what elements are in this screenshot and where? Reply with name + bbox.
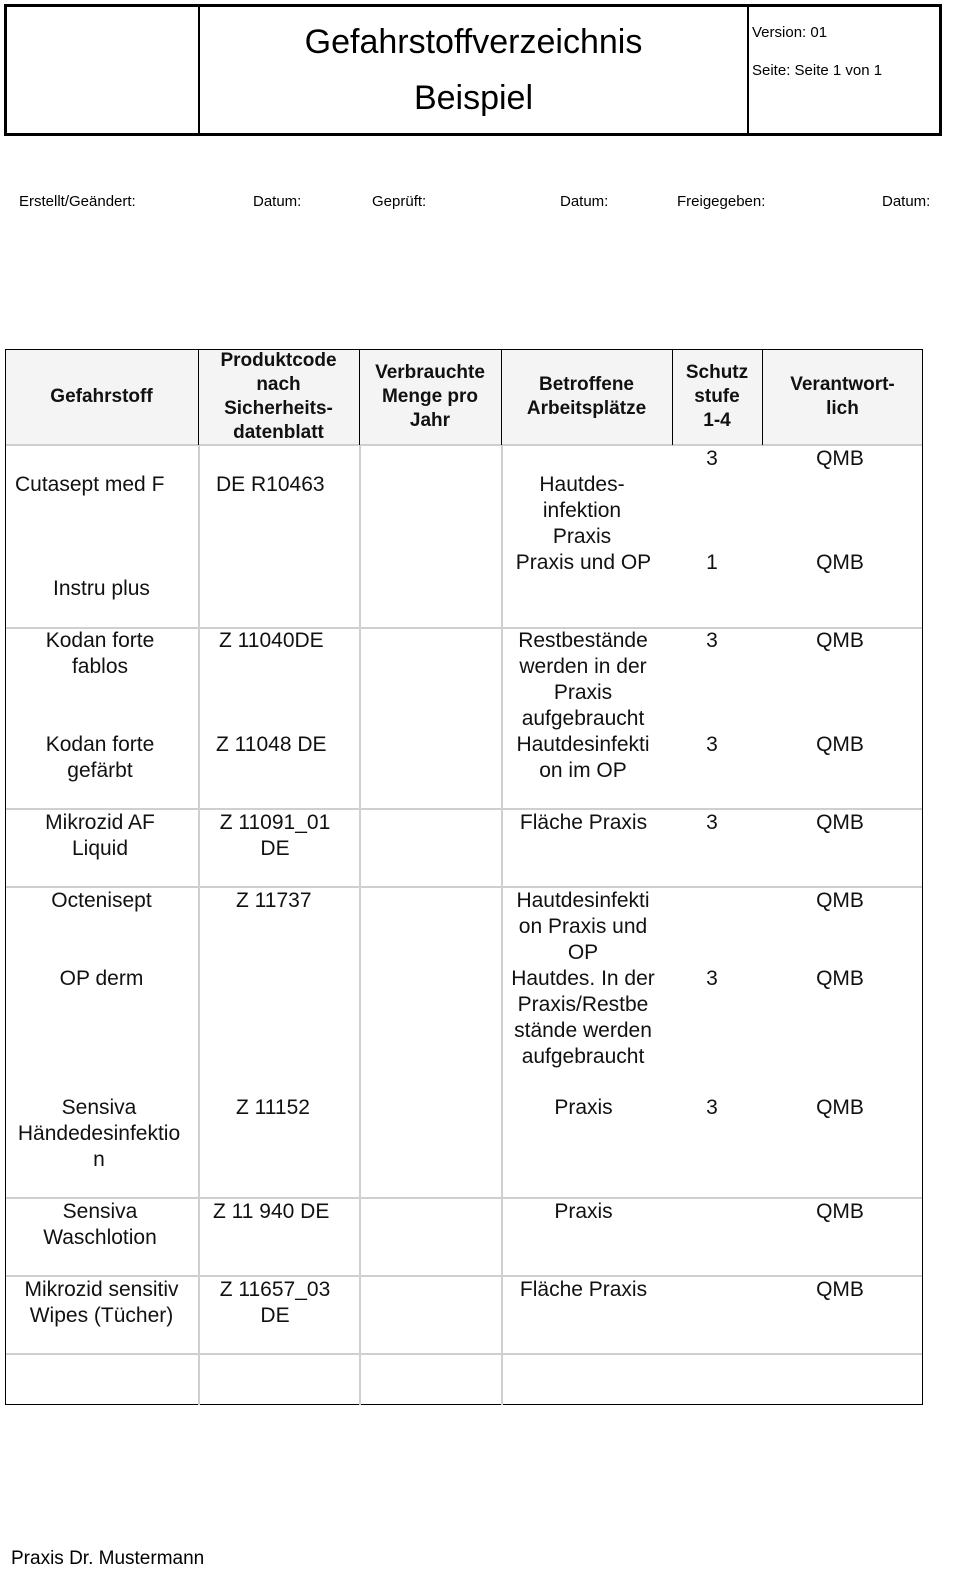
cell-level: 1: [706, 551, 718, 574]
cell-substance: Sensiva Waschlotion: [43, 1200, 157, 1249]
cell-workplace: Fläche Praxis: [519, 811, 648, 834]
cell-responsible: QMB: [816, 1200, 864, 1223]
cell-workplace: Fläche Praxis: [519, 1278, 648, 1301]
table-line: [359, 445, 361, 1405]
cell-workplace: Hautdesinfekti on Praxis und OP: [516, 889, 650, 964]
cell-code: Z 11657_03 DE: [219, 1278, 331, 1327]
cell-substance: OP derm: [59, 967, 144, 990]
document-title: Gefahrstoffverzeichnis: [304, 23, 643, 61]
created-label: Erstellt/Geändert:: [19, 193, 136, 210]
cell-code: Z 11091_01 DE: [219, 811, 331, 860]
cell-responsible: QMB: [816, 551, 864, 574]
checked-label: Geprüft:: [372, 193, 427, 210]
table-line: [922, 349, 923, 1405]
cell-workplace: Hautdesinfekti on im OP: [516, 733, 650, 782]
date-label-2: Datum:: [560, 193, 609, 210]
column-header-substance: Gefahrstoff: [50, 386, 153, 407]
cell-workplace: Praxis: [554, 1096, 613, 1119]
cell-substance: Octenisept: [51, 889, 152, 912]
column-header-protection-level: Schutz stufe 1-4: [685, 362, 749, 431]
cell-substance: Instru plus: [53, 577, 150, 600]
table-line: [5, 1404, 923, 1405]
cell-responsible: QMB: [816, 967, 864, 990]
cell-substance: Kodan forte gefärbt: [45, 733, 155, 782]
cell-responsible: QMB: [816, 1096, 864, 1119]
table-line: [5, 349, 6, 1405]
released-label: Freigegeben:: [677, 193, 766, 210]
cell-substance: Sensiva Händedesinfektio n: [17, 1096, 181, 1171]
cell-substance: Kodan forte fablos: [45, 629, 155, 678]
cell-code: Z 11152: [236, 1096, 310, 1119]
cell-code: Z 11737: [236, 889, 312, 912]
cell-workplace: Praxis: [554, 1200, 613, 1223]
cell-workplace: Hautdes. In der Praxis/Restbe stände werden aufgebraucht: [511, 967, 655, 1068]
column-header-code: Produktcode nach Sicherheits-datenblatt: [220, 350, 337, 443]
table-line: [501, 445, 503, 1405]
date-label-3: Datum:: [882, 193, 931, 210]
title-area: [200, 7, 749, 133]
cell-level: 3: [706, 447, 718, 470]
hazardous-substances-table: [5, 349, 923, 1405]
column-header-responsible: Verantwort-lich: [790, 374, 895, 419]
cell-code: Z 11048 DE: [216, 733, 327, 756]
document-subtitle: Beispiel: [413, 79, 534, 117]
footer-practice-name: Praxis Dr. Mustermann: [11, 1548, 205, 1569]
cell-substance: Mikrozid sensitiv Wipes (Tücher): [24, 1278, 179, 1327]
cell-level: 3: [706, 811, 718, 834]
cell-workplace: Hautdes-infektion Praxis: [539, 473, 625, 548]
cell-workplace: Restbestände werden in der Praxis aufgebraucht: [518, 629, 648, 730]
cell-substance: Mikrozid AF Liquid: [45, 811, 155, 860]
cell-responsible: QMB: [816, 629, 864, 652]
cell-substance: Cutasept med F: [15, 473, 165, 496]
cell-responsible: QMB: [816, 733, 864, 756]
cell-responsible: QMB: [816, 811, 864, 834]
cell-code: Z 11 940 DE: [213, 1200, 330, 1223]
cell-level: 3: [706, 629, 718, 652]
cell-code: Z 11040DE: [219, 629, 324, 652]
logo-area: [7, 7, 200, 133]
table-line: [198, 445, 200, 1405]
column-header-quantity: Verbrauchte Menge pro Jahr: [375, 362, 485, 431]
cell-workplace: Praxis und OP: [515, 551, 652, 574]
page-label: Seite: Seite 1 von 1: [752, 62, 883, 79]
table-line: [5, 1353, 923, 1355]
version-label: Version: 01: [752, 24, 828, 41]
cell-responsible: QMB: [816, 1278, 864, 1301]
cell-code: DE R10463: [216, 473, 325, 496]
date-label-1: Datum:: [253, 193, 302, 210]
cell-level: 3: [706, 967, 718, 990]
cell-responsible: QMB: [816, 889, 864, 912]
cell-responsible: QMB: [816, 447, 864, 470]
cell-level: 3: [706, 733, 718, 756]
column-header-workplaces: Betroffene Arbeitsplätze: [526, 374, 647, 419]
cell-level: 3: [706, 1096, 718, 1119]
